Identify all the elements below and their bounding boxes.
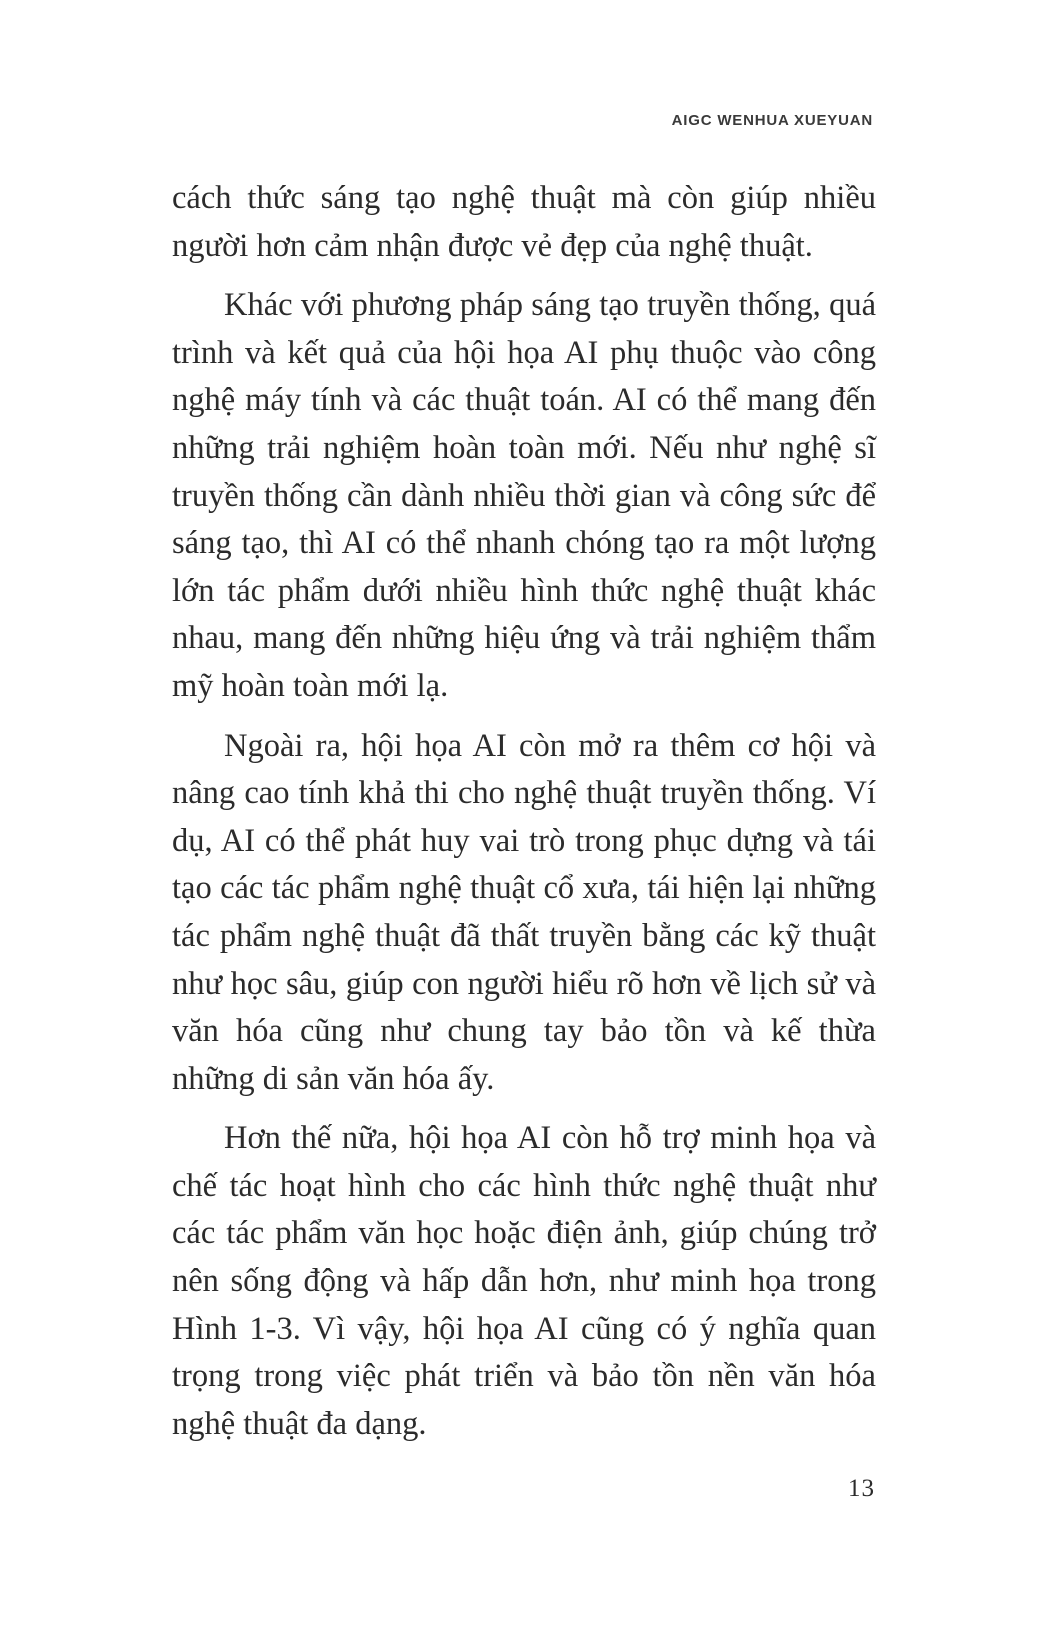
paragraph-4: Hơn thế nữa, hội họa AI còn hỗ trợ minh họa và chế tác hoạt hình cho các hình thức nghệ thuật như các tác phẩm văn học hoặc điện ảnh, giúp chúng trở nên sống động và hấp dẫn hơn, như minh họa trong Hình 1-3. Vì vậy, hội họa AI cũng có ý nghĩa quan trọng trong việc phát triển và bảo tồn nền văn hóa nghệ thuật đa dạng. (172, 1120, 876, 1442)
paragraph-2: Khác với phương pháp sáng tạo truyền thống, quá trình và kết quả của hội họa AI phụ thuộc vào công nghệ máy tính và các thuật toán. AI có thể mang đến những trải nghiệm hoàn toàn mới. Nếu như nghệ sĩ truyền thống cần dành nhiều thời gian và công sức để sáng tạo, thì AI có thể nhanh chóng tạo ra một lượng lớn tác phẩm dưới nhiều hình thức nghệ thuật khác nhau, mang đến những hiệu ứng và trải nghiệm thẩm mỹ hoàn toàn mới lạ. (172, 287, 876, 704)
body-text (172, 175, 876, 1460)
paragraph-3: Ngoài ra, hội họa AI còn mở ra thêm cơ hội và nâng cao tính khả thi cho nghệ thuật truyền thống. Ví dụ, AI có thể phát huy vai trò trong phục dựng và tái tạo các tác phẩm nghệ thuật cổ xưa, tái hiện lại những tác phẩm nghệ thuật đã thất truyền bằng các kỹ thuật như học sâu, giúp con người hiểu rõ hơn về lịch sử và văn hóa cũng như chung tay bảo tồn và kế thừa những di sản văn hóa ấy. (172, 727, 876, 1097)
page-number: 13 (848, 1475, 875, 1502)
running-header: AIGC WENHUA XUEYUAN (671, 112, 873, 129)
paragraph-1: cách thức sáng tạo nghệ thuật mà còn giúp nhiều người hơn cảm nhận được vẻ đẹp của nghệ thuật. (172, 180, 876, 264)
